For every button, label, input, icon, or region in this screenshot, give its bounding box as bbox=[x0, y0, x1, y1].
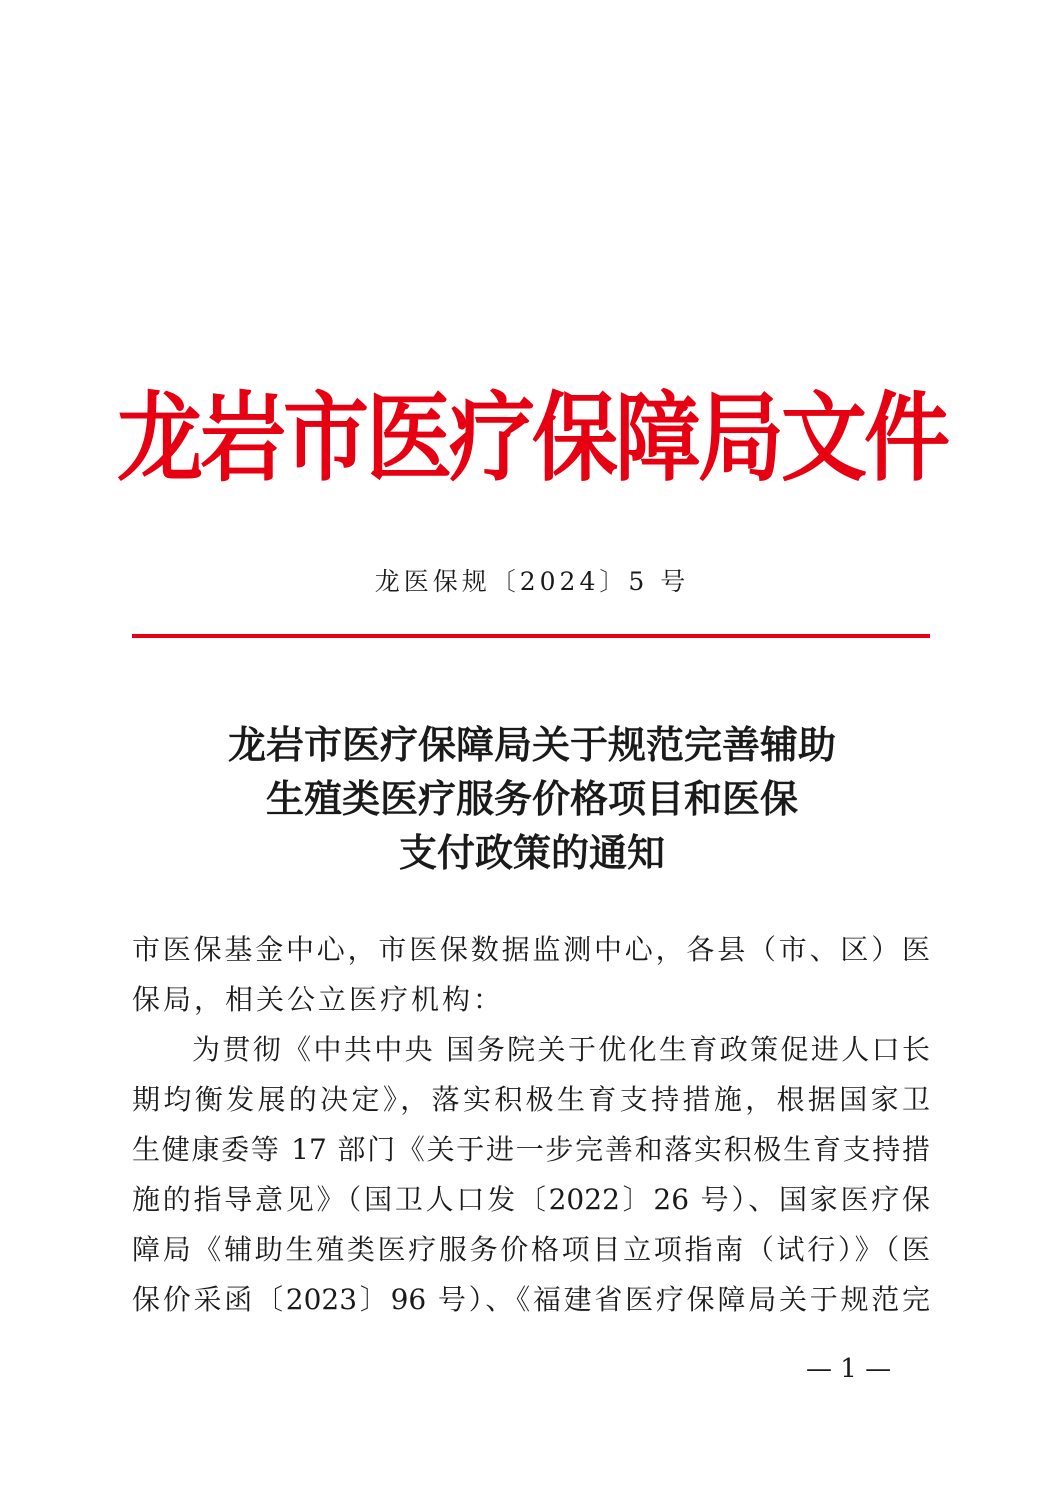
title-line: 支付政策的通知 bbox=[398, 830, 665, 875]
body-line: 施的指导意见》（国卫人口发〔2022〕26 号）、国家医疗保 bbox=[132, 1183, 930, 1216]
red-separator-line bbox=[132, 634, 930, 638]
page-number: — 1 — bbox=[806, 1354, 892, 1384]
notice-title bbox=[0, 718, 1064, 880]
title-line: 龙岩市医疗保障局关于规范完善辅助 bbox=[227, 722, 836, 767]
body-line: 生健康委等 17 部门《关于进一步完善和落实积极生育支持措 bbox=[132, 1133, 930, 1166]
body-line: 市医保基金中心，市医保数据监测中心，各县（市、区）医 bbox=[132, 933, 930, 966]
body-line: 障局《辅助生殖类医疗服务价格项目立项指南（试行）》（医 bbox=[132, 1233, 930, 1266]
body-line: 保价采函〔2023〕96 号）、《福建省医疗保障局关于规范完 bbox=[132, 1283, 930, 1316]
body-line: 保局，相关公立医疗机构： bbox=[132, 983, 505, 1016]
body-line: 期均衡发展的决定》，落实积极生育支持措施，根据国家卫 bbox=[132, 1083, 930, 1116]
body-text bbox=[132, 925, 930, 1325]
title-line: 生殖类医疗服务价格项目和医保 bbox=[265, 776, 798, 821]
document-number: 龙医保规〔2024〕5 号 bbox=[374, 567, 690, 596]
body-line: 为贯彻《中共中央 国务院关于优化生育政策促进人口长 bbox=[192, 1033, 930, 1066]
document-masthead: 龙岩市医疗保障局文件 bbox=[117, 383, 947, 496]
